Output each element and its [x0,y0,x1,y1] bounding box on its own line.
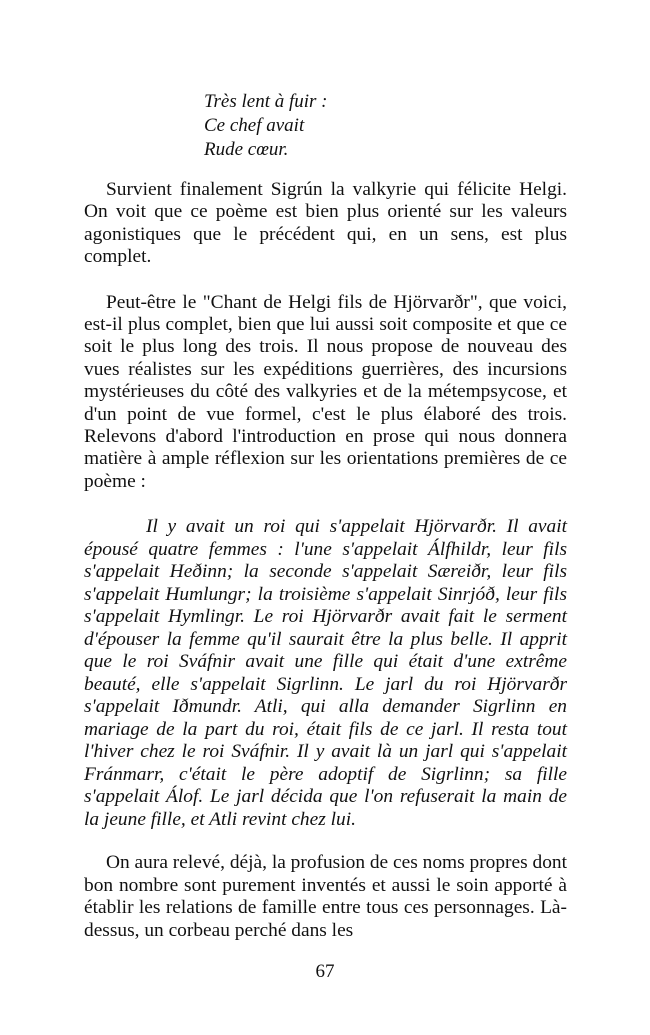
page-body [84,90,567,942]
body-paragraph: Peut-être le "Chant de Helgi fils de Hjörvarðr", que voici, est-il plus complet, bien que lui aussi soit composite et que ce soit le plus long des trois. Il nous propose de nouveau des vues réalistes sur les expéditions guerrières, des incursions mystérieuses du côté des valkyries et de la métempsycose, et d'un point de vue formel, c'est le plus élaboré des trois. Relevons d'abord l'introduction en prose qui nous donnera matière à ample réflexion sur les orientations premières de ce poème : [84,291,567,492]
verse-line: Rude cœur. [204,139,289,160]
body-paragraph: On aura relevé, déjà, la profusion de ces noms propres dont bon nombre sont purement inventés et aussi le soin apporté à établir les relations de famille entre tous ces personnages. Là-dessus, un corbeau perché dans les [84,852,567,941]
verse-line: Très lent à fuir : [204,91,328,112]
prose-introduction-quote: Il y avait un roi qui s'appelait Hjörvarðr. Il avait épousé quatre femmes : l'une s'appelait Álfhildr, leur fils s'appelait Heðinn; la seconde s'appelait Særeiðr, leur fils s'appelait Humlungr; la troisième s'appelait Sinrjóð, leur fils s'appelait Hymlingr. Le roi Hjörvarðr avait fait le serment d'épouser la femme qu'il saurait être la plus belle. Il apprit que le roi Sváfnir avait une fille qui était d'une extrême beauté, elle s'appelait Sigrlinn. Le jarl du roi Hjörvarðr s'appelait Iðmundr. Atli, qui alla demander Sigrlinn en mariage de la part du roi, était fils de ce jarl. Il resta tout l'hiver chez le roi Sváfnir. Il y avait là un jarl qui s'appelait Fránmarr, c'était le père adoptif de Sigrlinn; sa fille s'appelait Álof. Le jarl décida que l'on refuserait la main de la jeune fille, et Atli revint chez lui. [84,516,567,830]
body-paragraph: Survient finalement Sigrún la valkyrie qui félicite Helgi. On voit que ce poème est bien plus orienté sur les valeurs agonistiques que le précédent qui, en un sens, est plus complet. [84,179,567,268]
verse-excerpt [204,90,567,162]
verse-line: Ce chef avait [204,115,305,136]
page-number: 67 [315,961,335,982]
